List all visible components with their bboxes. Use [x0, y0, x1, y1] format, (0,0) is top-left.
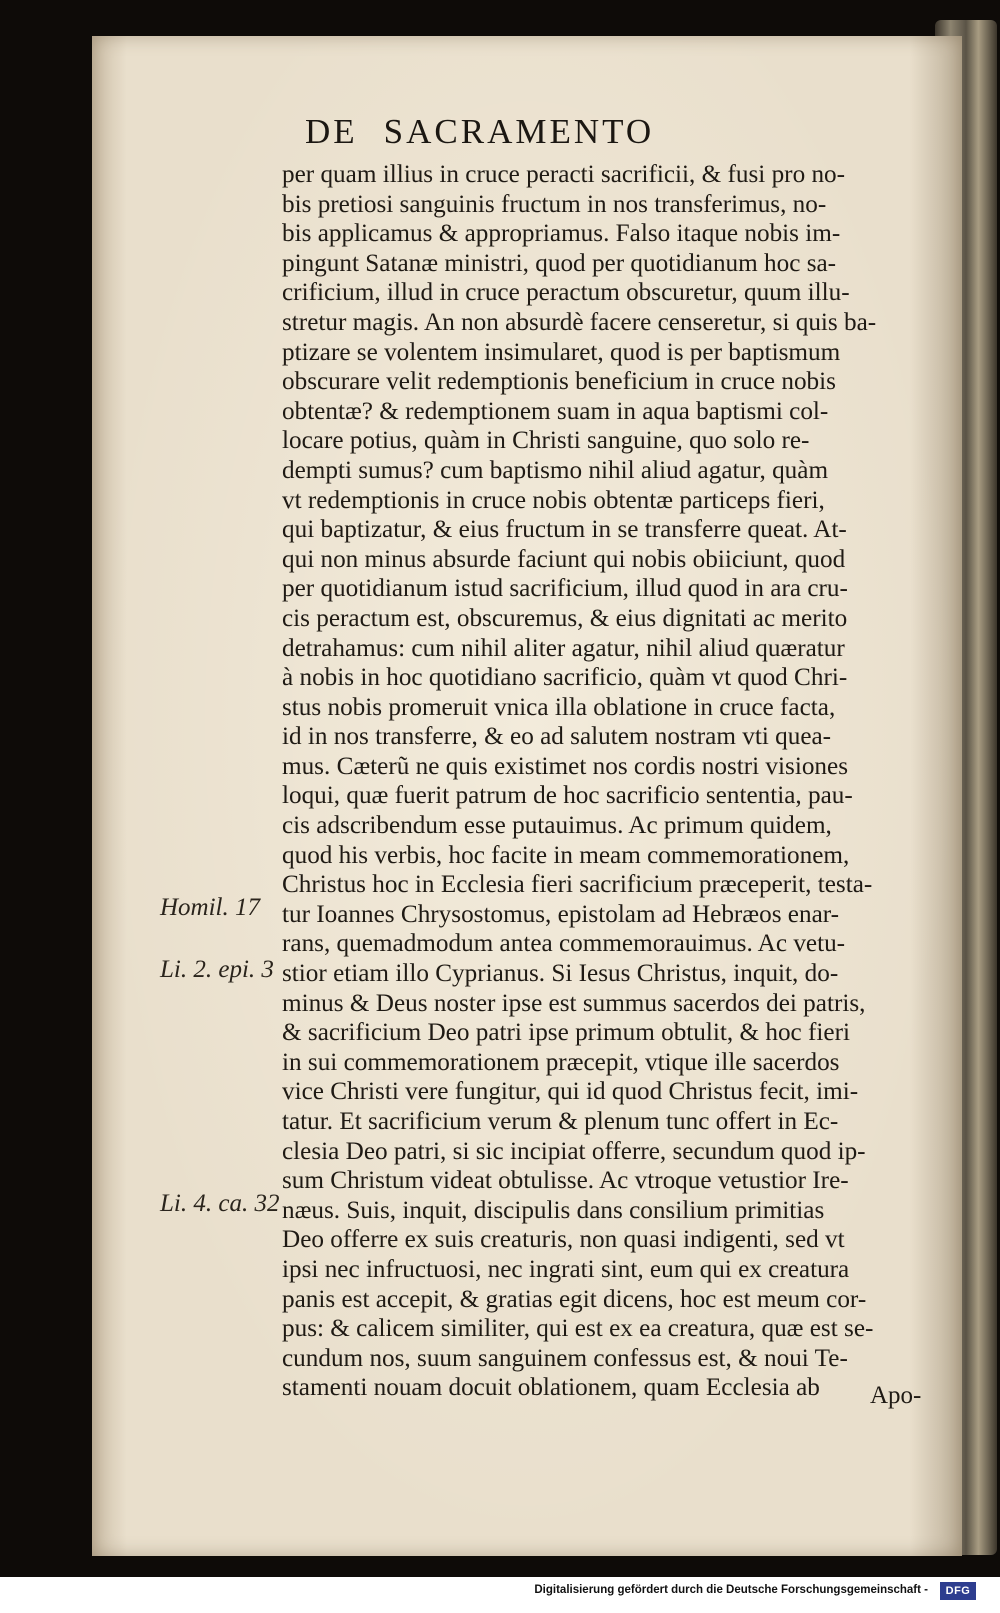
text-line: loqui, quæ fuerit patrum de hoc sacrificio sententia, pau-	[282, 782, 853, 810]
text-line: per quotidianum istud sacrificium, illud quod in ara cru-	[282, 575, 848, 603]
text-line: stretur magis. An non absurdè facere censeretur, si quis ba-	[282, 308, 877, 336]
text-line: minus & Deus noster ipse est summus sacerdos dei patris,	[282, 989, 866, 1017]
running-header	[305, 112, 765, 152]
margin-note-homil: Homil. 17	[160, 894, 260, 921]
text-line: obscurare velit redemptionis beneficium in cruce nobis	[282, 368, 836, 396]
text-line: bis applicamus & appropriamus. Falso itaque nobis im-	[282, 220, 841, 248]
text-line: in sui commemorationem præcepit, vtique ille sacerdos	[282, 1048, 840, 1076]
text-line: tur Ioannes Chrysostomus, epistolam ad Hebræos enar-	[282, 900, 840, 928]
text-line: detrahamus: cum nihil aliter agatur, nihil aliud quæratur	[282, 634, 845, 662]
text-line: stior etiam illo Cyprianus. Si Iesus Christus, inquit, do-	[282, 960, 839, 988]
text-line: mus. Cæterũ ne quis existimet nos cordis nostri visiones	[282, 752, 848, 780]
text-line: dempti sumus? cum baptismo nihil aliud agatur, quàm	[282, 456, 829, 484]
text-line: cis peractum est, obscuremus, & eius dignitati ac merito	[282, 604, 848, 632]
text-line: sum Christum videat obtulisse. Ac vtroque vetustior Ire-	[282, 1167, 849, 1195]
text-line: qui non minus absurde faciunt qui nobis obiiciunt, quod	[282, 545, 846, 573]
text-line: per quam illius in cruce peracti sacrificii, & fusi pro no-	[282, 161, 846, 188]
main-text-block	[282, 160, 932, 1403]
text-line: ipsi nec infructuosi, nec ingrati sint, eum qui ex creatura	[282, 1255, 850, 1283]
text-line: vice Christi vere fungitur, qui id quod Christus fecit, imi-	[282, 1078, 859, 1106]
text-line: pingunt Satanæ ministri, quod per quotidianum hoc sa-	[282, 249, 837, 277]
text-line: tatur. Et sacrificium verum & plenum tunc offert in Ec-	[282, 1108, 839, 1135]
text-line: quod his verbis, hoc facite in meam commemorationem,	[282, 841, 850, 869]
text-line: Deo offerre ex suis creaturis, non quasi indigenti, sed vt	[282, 1226, 845, 1254]
text-line: obtentæ? & redemptionem suam in aqua baptismi col-	[282, 397, 829, 425]
header-word-sacramento: SACRAMENTO	[383, 112, 655, 151]
text-line: clesia Deo patri, si sic incipiat offerre, secundum quod ip-	[282, 1137, 866, 1165]
text-line: cundum nos, suum sanguinem confessus est, & noui Te-	[282, 1344, 848, 1372]
text-line: rans, quemadmodum antea commemorauimus. Ac vetu-	[282, 930, 846, 958]
text-line: ptizare se volentem insimularet, quod is per baptismum	[282, 338, 841, 366]
text-line: & sacrificium Deo patri ipse primum obtulit, & hoc fieri	[282, 1019, 850, 1047]
text-line: locare potius, quàm in Christi sanguine, quo solo re-	[282, 427, 810, 455]
text-line: id in nos transferre, & eo ad salutem nostram vti quea-	[282, 723, 832, 751]
text-line: cis adscribendum esse putauimus. Ac primum quidem,	[282, 812, 832, 840]
margin-note-cyprian: Li. 2. epi. 3	[160, 956, 274, 983]
text-line: qui baptizatur, & eius fructum in se transferre queat. At-	[282, 516, 847, 544]
text-line: vt redemptionis in cruce nobis obtentæ particeps fieri,	[282, 486, 825, 514]
text-line: næus. Suis, inquit, discipulis dans consilium primitias	[282, 1196, 825, 1224]
text-line: panis est accepit, & gratias egit dicens, hoc est meum cor-	[282, 1285, 867, 1313]
dfg-logo: DFG	[940, 1582, 976, 1600]
text-line: à nobis in hoc quotidiano sacrificio, quàm vt quod Chri-	[282, 664, 848, 692]
margin-note-irenaeus: Li. 4. ca. 32	[160, 1190, 280, 1217]
text-line: Christus hoc in Ecclesia fieri sacrificium præceperit, testa-	[282, 871, 873, 899]
funding-credit: Digitalisierung gefördert durch die Deutsche Forschungsgemeinschaft -	[534, 1584, 928, 1596]
text-line: stus nobis promeruit vnica illa oblatione in cruce facta,	[282, 693, 836, 721]
text-line: crificium, illud in cruce peractum obscuretur, quum illu-	[282, 279, 850, 307]
catchword: Apo-	[870, 1382, 922, 1409]
header-word-de: DE	[305, 112, 358, 151]
text-line: pus: & calicem similiter, qui est ex ea creatura, quæ est se-	[282, 1315, 874, 1343]
text-line: stamenti nouam docuit oblationem, quam Ecclesia ab	[282, 1374, 820, 1402]
text-line: bis pretiosi sanguinis fructum in nos transferimus, no-	[282, 190, 827, 218]
